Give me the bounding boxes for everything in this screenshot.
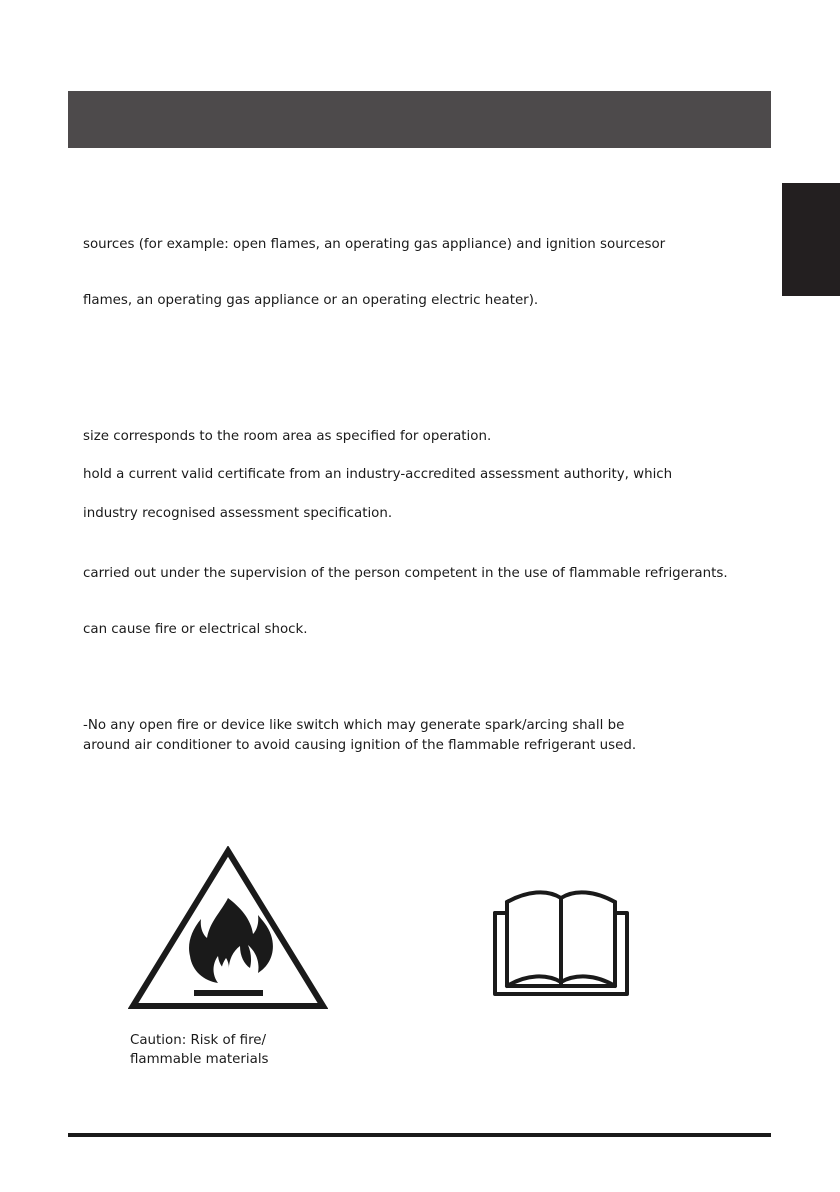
body-line: carried out under the supervision of the person competent in the use of flammable refrigerants. [83, 566, 728, 581]
body-line: around air conditioner to avoid causing ignition of the flammable refrigerant used. [83, 738, 637, 753]
read-manual-icon [492, 886, 630, 998]
body-line: size corresponds to the room area as specified for operation. [83, 429, 492, 444]
body-line: industry recognised assessment specification. [83, 506, 393, 521]
fire-caption-line: Caution: Risk of fire/ [130, 1033, 267, 1048]
flammable-warning-icon [128, 846, 328, 1012]
language-side-tab [782, 183, 840, 296]
body-line: can cause fire or electrical shock. [83, 622, 308, 637]
body-line: flames, an operating gas appliance or an operating electric heater). [83, 293, 539, 308]
footer-rule [68, 1133, 771, 1137]
fire-caption-line: flammable materials [130, 1052, 269, 1067]
body-line: sources (for example: open flames, an operating gas appliance) and ignition sourcesor [83, 237, 666, 252]
body-line: hold a current valid certificate from an industry-accredited assessment authority, which [83, 467, 673, 482]
body-line: -No any open fire or device like switch which may generate spark/arcing shall be [83, 718, 625, 733]
section-header-bar [68, 91, 771, 148]
